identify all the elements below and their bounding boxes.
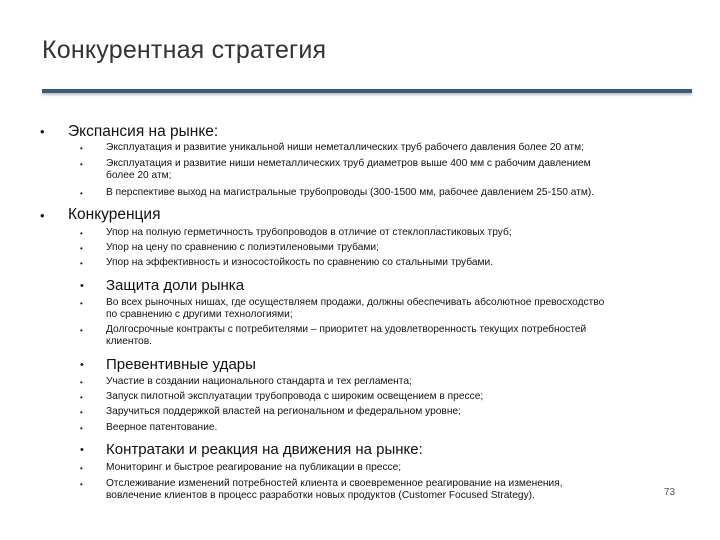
subsection-heading-market-share: Защита доли рынка xyxy=(106,277,245,294)
list-item: В перспективе выход на магистральные трубопроводы (300-1500 мм, рабочее давлением 25-150 атм). xyxy=(106,187,595,198)
list-item: Эксплуатация и развитие ниши неметаллических труб диаметров выше 400 мм с рабочим давлением xyxy=(106,158,591,169)
list-item: Отслеживание изменений потребностей клиента и своевременное реагирование на изменения, xyxy=(106,478,563,489)
bullet-marker: • xyxy=(80,280,84,292)
list-item: Веерное патентование. xyxy=(106,422,218,433)
bullet-marker: • xyxy=(80,480,83,489)
bullet-marker: • xyxy=(80,160,83,169)
list-item: Мониторинг и быстрое реагирование на публикации в прессе; xyxy=(106,462,402,473)
list-item: Эксплуатация и развитие уникальной ниши неметаллических труб рабочего давления более 20 атм; xyxy=(106,142,584,153)
list-item-continuation: клиентов. xyxy=(106,336,152,347)
bullet-marker: • xyxy=(80,444,84,456)
bullet-marker: • xyxy=(80,359,84,371)
list-item-continuation: по сравнению с другими технологиями; xyxy=(106,309,293,320)
subsection-heading-counterattacks: Контратаки и реакция на движения на рынке: xyxy=(106,441,423,458)
slide-title: Конкурентная стратегия xyxy=(42,36,327,64)
bullet-marker: • xyxy=(80,464,83,473)
bullet-marker: • xyxy=(80,393,83,402)
bullet-marker: • xyxy=(80,189,83,198)
bullet-marker: • xyxy=(80,259,83,268)
list-item: Во всех рыночных нишах, где осуществляем продажи, должны обеспечивать абсолютное превосходство xyxy=(106,297,605,308)
bullet-marker: • xyxy=(80,326,83,335)
bullet-marker: • xyxy=(80,378,83,387)
list-item: Заручиться поддержкой властей на региональном и федеральном уровне; xyxy=(106,406,461,417)
bullet-marker: • xyxy=(80,299,83,308)
bullet-marker: • xyxy=(80,229,83,238)
bullet-marker: • xyxy=(80,408,83,417)
list-item: Упор на эффективность и износостойкость по сравнению со стальными трубами. xyxy=(106,257,494,268)
bullet-marker: • xyxy=(40,208,45,223)
list-item: Долгосрочные контракты с потребителями – приоритет на удовлетворенность текущих потребностей xyxy=(106,324,587,335)
page-number: 73 xyxy=(664,487,676,498)
list-item: Упор на полную герметичность трубопроводов в отличие от стеклопластиковых труб; xyxy=(106,227,512,238)
bullet-marker: • xyxy=(80,424,83,433)
list-item: Упор на цену по сравнению с полиэтиленовыми трубами; xyxy=(106,242,379,253)
title-divider xyxy=(42,89,692,93)
section-heading-competition: Конкуренция xyxy=(68,206,161,223)
list-item-continuation: более 20 атм; xyxy=(106,170,172,181)
bullet-marker: • xyxy=(80,244,83,253)
list-item-continuation: вовлечение клиентов в процесс разработки новых продуктов (Customer Focused Strategy). xyxy=(106,490,535,501)
bullet-marker: • xyxy=(40,124,45,139)
list-item: Запуск пилотной эксплуатации трубопровода с широким освещением в прессе; xyxy=(106,391,484,402)
list-item: Участие в создании национального стандарта и тех регламента; xyxy=(106,376,412,387)
bullet-marker: • xyxy=(80,144,83,153)
section-heading-expansion: Экспансия на рынке: xyxy=(68,123,219,140)
subsection-heading-preventive: Превентивные удары xyxy=(106,356,256,373)
